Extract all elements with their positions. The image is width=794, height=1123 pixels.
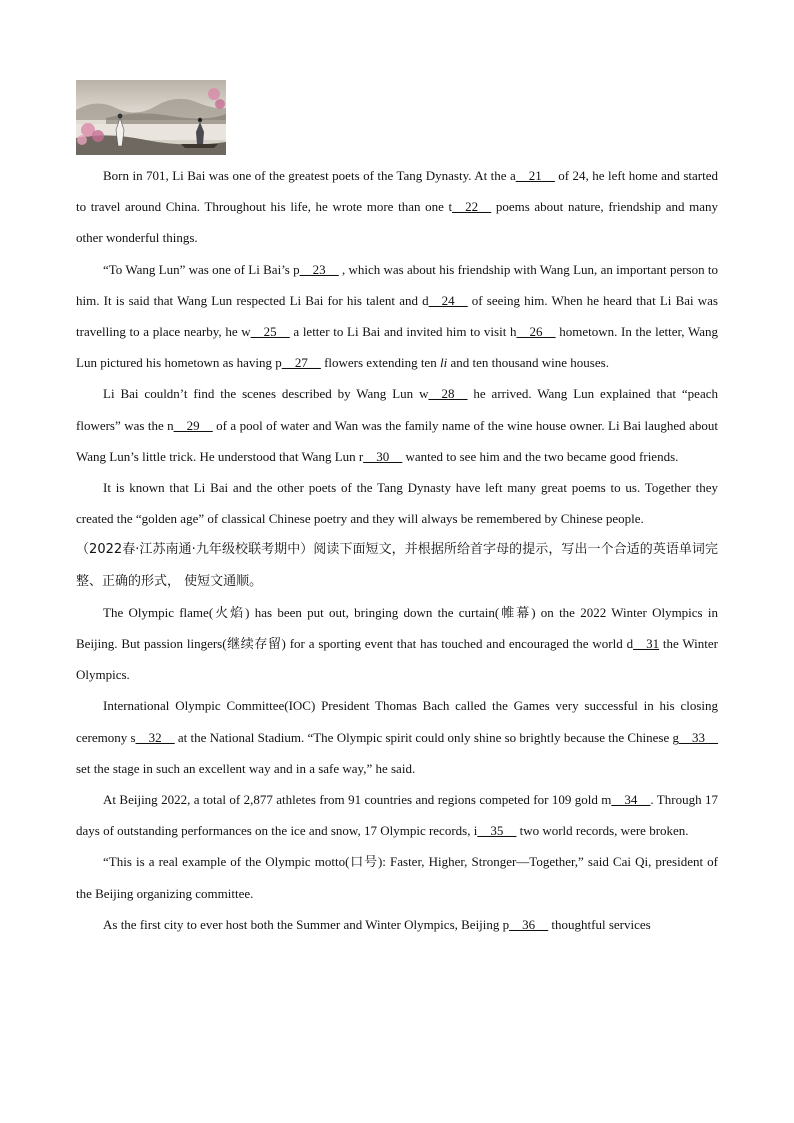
text-run: International Olympic Committee(IOC) President Thomas Bach called the Games very successful in his closing ceremony s [76, 698, 718, 745]
answer-blank[interactable]: __28__ [428, 386, 468, 402]
italic-term: li [439, 355, 448, 371]
answer-blank[interactable]: __35__ [477, 823, 517, 839]
text-run: poems about nature, friendship and many other wonderful things. [76, 199, 718, 246]
answer-blank[interactable]: __32__ [135, 729, 175, 745]
answer-blank[interactable]: __22__ [452, 199, 492, 215]
text-run: It is known that Li Bai and the other poets of the Tang Dynasty have left many great poems to us. Together they created the “golden age” of classical Chinese poetry and they will always be remembered by Chinese people. [76, 480, 718, 527]
passage1-paragraph-3 [76, 378, 718, 472]
passage2-paragraph-3 [76, 784, 718, 846]
passage2-paragraph-2 [76, 690, 718, 784]
text-run: As the first city to ever host both the Summer and Winter Olympics, Beijing p [103, 916, 510, 932]
passage2-paragraph-4 [76, 846, 718, 908]
passage1-paragraph-2 [76, 254, 718, 379]
landscape-painting-image [76, 80, 226, 155]
text-run: thoughtful services [548, 916, 651, 932]
ink-painting-illustration [76, 80, 226, 155]
text-run: Born in 701, Li Bai was one of the greatest poets of the Tang Dynasty. At the a [103, 168, 516, 183]
answer-blank[interactable]: __33__ [679, 729, 719, 745]
answer-blank[interactable]: __36__ [509, 916, 549, 932]
text-run: the Winter Olympics. [76, 636, 718, 683]
text-run: flowers extending ten [320, 355, 440, 371]
text-run: wanted to see him and the two became good friends. [402, 448, 679, 464]
text-run: and ten thousand wine houses. [447, 355, 609, 371]
text-run: hometown. In the letter, Wang Lun pictured his hometown as having p [76, 324, 718, 371]
text-run: “This is a real example of the Olympic motto(口号): Faster, Higher, Stronger—Together,” said Cai Qi, president of the Beijing organizing committee. [76, 854, 718, 901]
passage1-paragraph-1 [76, 160, 718, 254]
answer-blank[interactable]: __23__ [299, 261, 339, 277]
text-run: At Beijing 2022, a total of 2,877 athletes from 91 countries and regions competed for 109 gold m [103, 792, 612, 808]
text-run: The Olympic flame(火焰) has been put out, bringing down the curtain(帷幕) on the 2022 Winter Olympics in Beijing. But passion lingers(继续存留) for a sporting event that has touched and encouraged the world d [76, 604, 718, 652]
text-run: of 24, he left home and started to travel around China. Throughout his life, he wrote more than one t [76, 168, 718, 215]
answer-blank[interactable]: __27__ [281, 355, 321, 371]
text-run: of seeing him. When he heard that Li Bai was travelling to a place nearby, he w [76, 292, 718, 340]
exercise-instruction: （2022春·江苏南通·九年级校联考期中）阅读下面短文，并根据所给首字母的提示，写出一个合适的英语单词完整、正确的形式， 使短文通顺。 [76, 542, 718, 589]
passage2-paragraph-1 [76, 597, 718, 691]
text-run: he arrived. Wang Lun explained that “peach flowers” was the n [76, 386, 718, 433]
text-run: a letter to Li Bai and invited him to visit h [289, 324, 517, 340]
text-run: . Through 17 days of outstanding performances on the ice and snow, 17 Olympic records, i [76, 792, 718, 839]
answer-blank[interactable]: __31 [633, 636, 660, 652]
answer-blank[interactable]: __26__ [516, 324, 556, 340]
passage2-paragraph-5 [76, 909, 718, 940]
cloze-passage [76, 160, 718, 940]
answer-blank[interactable]: __34__ [611, 792, 651, 808]
text-run: two world records, were broken. [516, 823, 689, 839]
text-run: , which was about his friendship with Wang Lun, an important person to him. It is said that Wang Lun respected Li Bai for his talent and d [76, 261, 719, 308]
answer-blank[interactable]: __29__ [173, 417, 213, 433]
text-run: at the National Stadium. “The Olympic spirit could only shine so brightly because the Chinese g [174, 729, 680, 745]
passage1-paragraph-4 [76, 472, 718, 534]
answer-blank[interactable]: __30__ [363, 448, 403, 464]
text-run: of a pool of water and Wan was the family name of the wine house owner. Li Bai laughed about Wang Lun’s little trick. He understood that Wang Lun r [76, 417, 718, 464]
text-run: “To Wang Lun” was one of Li Bai’s p [103, 261, 300, 277]
text-run: set the stage in such an excellent way and in a safe way,” he said. [76, 760, 416, 776]
answer-blank[interactable]: __24__ [428, 292, 468, 308]
text-run: Li Bai couldn’t find the scenes described by Wang Lun w [103, 386, 429, 402]
answer-blank[interactable]: __21__ [515, 168, 555, 183]
answer-blank[interactable]: __25__ [250, 324, 290, 340]
